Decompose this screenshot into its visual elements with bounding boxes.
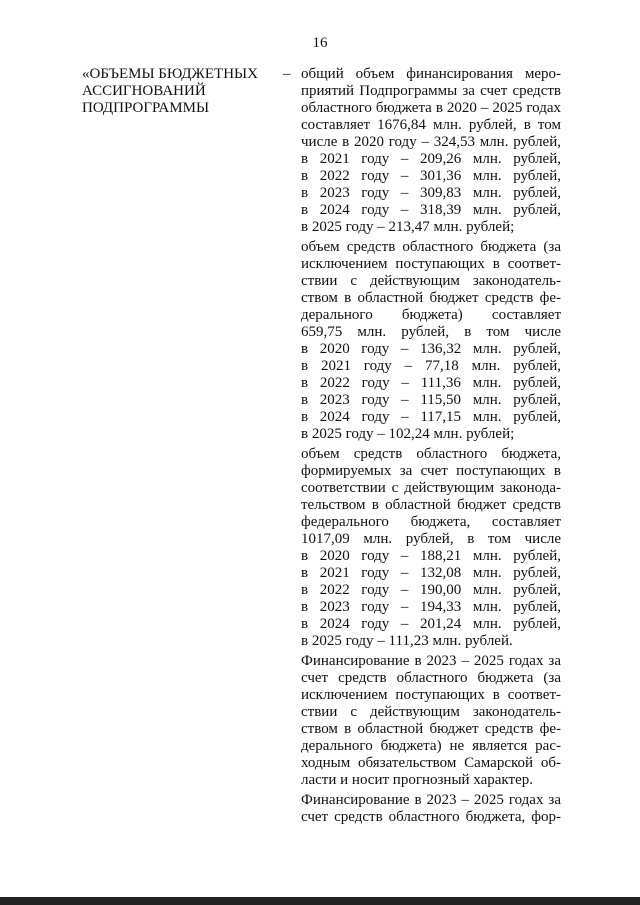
text-line: в 2021 году – 209,26 млн. рублей, (301, 151, 561, 167)
paragraph (301, 66, 561, 236)
text-line: объем средств областного бюджета (за (301, 239, 561, 255)
text-line: в 2024 году – 117,15 млн. рублей, (301, 409, 561, 425)
section-heading (82, 66, 272, 117)
text-line: Финансирование в 2023 – 2025 годах за (301, 792, 561, 808)
text-line: в 2021 году – 132,08 млн. рублей, (301, 565, 561, 581)
text-line: 1017,09 млн. рублей, в том числе (301, 531, 561, 547)
heading-line: АССИГНОВАНИЙ (82, 83, 206, 99)
text-line: в 2024 году – 201,24 млн. рублей, (301, 616, 561, 632)
text-line: ствии с действующим законодатель- (301, 273, 561, 289)
financing-text (301, 66, 561, 826)
text-line: в 2024 году – 318,39 млн. рублей, (301, 202, 561, 218)
text-line: ствии с действующим законодатель- (301, 704, 561, 720)
text-line: в 2025 году – 111,23 млн. рублей. (301, 633, 513, 649)
heading-line: ПОДПРОГРАММЫ (82, 100, 210, 116)
text-line: в 2022 году – 111,36 млн. рублей, (301, 375, 561, 391)
paragraph (301, 446, 561, 650)
text-line: областного бюджета в 2020 – 2025 годах (301, 100, 561, 116)
text-line: Финансирование в 2023 – 2025 годах за (301, 653, 561, 669)
heading-line: «ОБЪЕМЫ БЮДЖЕТНЫХ (82, 66, 258, 82)
text-line: исключением поступающих в соответ- (301, 256, 561, 272)
text-line: составляет 1676,84 млн. рублей, в том (301, 117, 561, 133)
text-line: ласти и носит прогнозный характер. (301, 772, 533, 788)
text-line: ходным обязательством Самарской об- (301, 755, 561, 771)
text-line: федерального бюджета, составляет (301, 514, 561, 530)
text-line: в 2022 году – 301,36 млн. рублей, (301, 168, 561, 184)
text-line: в 2022 году – 190,00 млн. рублей, (301, 582, 561, 598)
text-line: в 2021 году – 77,18 млн. рублей, (301, 358, 561, 374)
paragraph (301, 792, 561, 826)
text-line: 659,75 млн. рублей, в том числе (301, 324, 561, 340)
text-line: тельством в областной бюджет средств (301, 497, 561, 513)
text-line: в 2020 году – 188,21 млн. рублей, (301, 548, 561, 564)
text-line: дерального бюджета) составляет (301, 307, 561, 323)
text-line: дерального бюджета) не является рас- (301, 738, 561, 754)
scan-bottom-edge (0, 897, 640, 905)
text-line: ством в областной бюджет средств фе- (301, 721, 561, 737)
text-line: счет средств областного бюджета (за (301, 670, 561, 686)
text-line: в 2023 году – 309,83 млн. рублей, (301, 185, 561, 201)
paragraph (301, 239, 561, 443)
text-line: в 2025 году – 102,24 млн. рублей; (301, 426, 515, 442)
page-number: 16 (312, 35, 328, 51)
text-line: счет средств областного бюджета, фор- (301, 809, 561, 825)
text-line: в 2023 году – 115,50 млн. рублей, (301, 392, 561, 408)
text-line: числе в 2020 году – 324,53 млн. рублей, (301, 134, 561, 150)
text-line: в 2023 году – 194,33 млн. рублей, (301, 599, 561, 615)
text-line: объем средств областного бюджета, (301, 446, 561, 462)
text-line: исключением поступающих в соответ- (301, 687, 561, 703)
text-line: в 2020 году – 136,32 млн. рублей, (301, 341, 561, 357)
text-line: приятий Подпрограммы за счет средств (301, 83, 561, 99)
dash-separator: – (283, 66, 291, 82)
text-line: соответствии с действующим законода- (301, 480, 561, 496)
text-line: в 2025 году – 213,47 млн. рублей; (301, 219, 515, 235)
paragraph (301, 653, 561, 789)
text-line: формируемых за счет поступающих в (301, 463, 561, 479)
text-line: общий объем финансирования меро- (301, 66, 561, 82)
text-line: ством в областной бюджет средств фе- (301, 290, 561, 306)
